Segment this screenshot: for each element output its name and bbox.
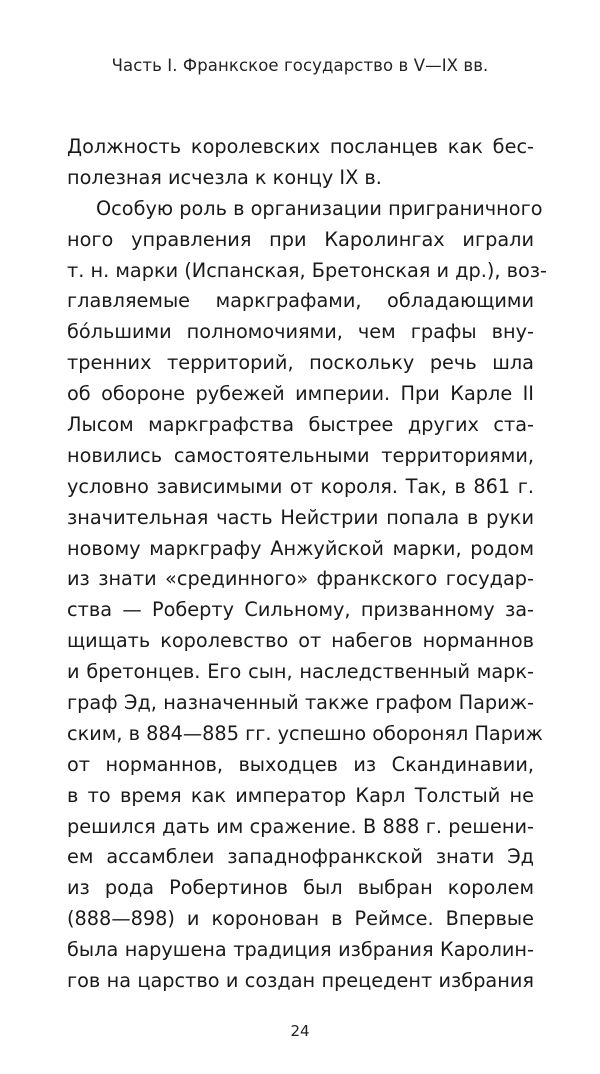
page-number: 24 [290, 1022, 310, 1040]
text-line: главляемые маркграфами, обладающими [67, 289, 534, 313]
text-line: из знати «срединного» франкского государ- [67, 567, 534, 591]
text-line: щищать королевство от набегов норманнов [67, 629, 534, 653]
text-line: тренних территорий, поскольку речь шла [67, 351, 534, 375]
text-line: и бретонцев. Его сын, наследственный марк- [67, 660, 534, 684]
text-line: в то время как император Карл Толстый не [67, 783, 534, 807]
text-line: т. н. марки (Испанская, Бретонская и др.), воз- [67, 258, 548, 282]
text-line: решился дать им сражение. В 888 г. решени- [67, 814, 534, 838]
running-header: Часть I. Франкское государство в V—IX вв. [111, 56, 489, 75]
text-line: из рода Робертинов был выбран королем [67, 876, 534, 900]
text-line: Должность королевских посланцев как бес- [67, 135, 534, 158]
body-text [67, 132, 548, 997]
text-line: гов на царство и создан прецедент избрания [67, 969, 534, 993]
text-line: ем ассамблеи западнофранкской знати Эд [67, 845, 534, 869]
text-line: ства — Роберту Сильному, призванному за- [67, 598, 534, 622]
text-line: об обороне рубежей империи. При Карле II [67, 382, 534, 406]
text-line: полезная исчезла к концу IX в. [67, 165, 382, 189]
text-line: ским, в 884—885 гг. успешно оборонял Париж [67, 721, 543, 745]
text-line: была нарушена традиция избрания Каролин- [67, 938, 534, 962]
text-line: (888—898) и коронован в Реймсе. Впервые [67, 907, 534, 931]
text-line: Лысом маркграфства быстрее других ста- [67, 413, 534, 437]
text-line: от норманнов, выходцев из Скандинавии, [67, 752, 534, 776]
text-line: Особую роль в организации приграничного [96, 196, 543, 220]
text-line: новому маркграфу Анжуйской марки, родом [67, 536, 534, 560]
text-line: бóльшими полномочиями, чем графы вну- [67, 320, 534, 344]
text-line: граф Эд, назначенный также графом Париж- [67, 691, 534, 715]
text-line: значительная часть Нейстрии попала в руки [67, 505, 534, 529]
text-line: ного управления при Каролингах играли [67, 227, 534, 251]
text-line: условно зависимыми от короля. Так, в 861 г. [67, 474, 534, 498]
text-line: новились самостоятельными территориями, [67, 443, 534, 467]
